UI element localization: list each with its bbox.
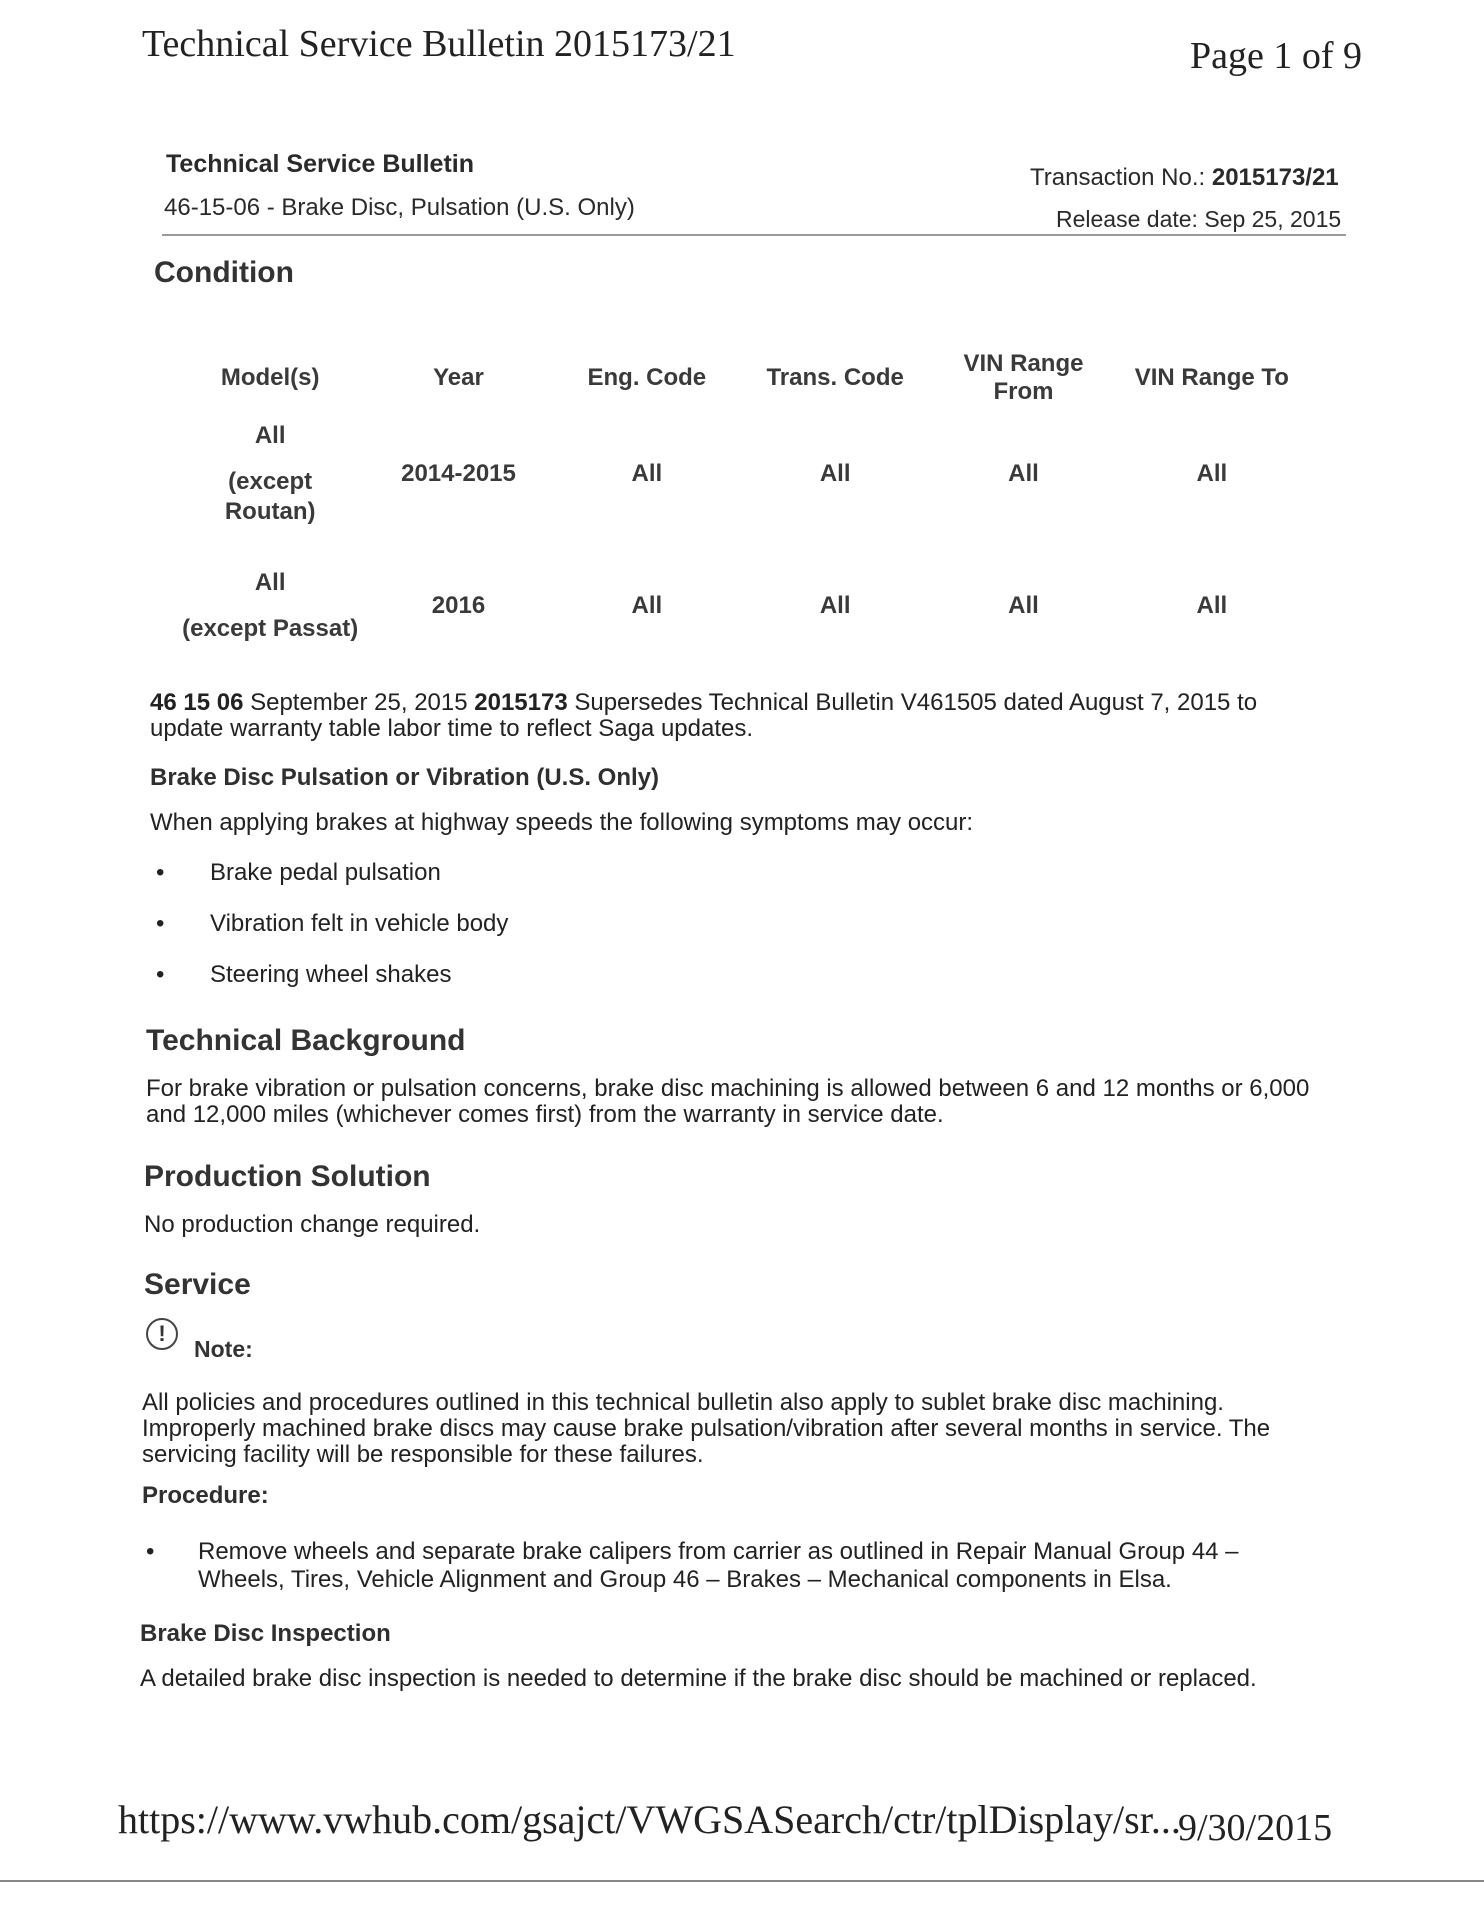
transaction-label: Transaction No.: bbox=[1030, 164, 1212, 191]
col-models: Model(s) bbox=[220, 364, 320, 391]
supersede-paragraph bbox=[150, 690, 1330, 742]
bullet: • bbox=[156, 961, 165, 988]
spacer bbox=[182, 598, 358, 614]
bulletin-number: 2015173 bbox=[474, 689, 568, 716]
col-eng-code: Eng. Code bbox=[587, 364, 707, 391]
list-item bbox=[156, 858, 1256, 909]
bulletin-code: 46 15 06 bbox=[150, 689, 244, 716]
symptoms-heading: Brake Disc Pulsation or Vibration (U.S. Only) bbox=[150, 764, 660, 791]
transaction-value: 2015173/21 bbox=[1211, 164, 1339, 191]
cell-models bbox=[176, 540, 364, 672]
note-label: Note: bbox=[194, 1336, 253, 1362]
bulletin-heading: Technical Service Bulletin bbox=[166, 150, 474, 178]
condition-table bbox=[176, 348, 1306, 672]
col-trans-code: Trans. Code bbox=[766, 364, 904, 391]
condition-table-header bbox=[176, 348, 1306, 408]
col-vin-range-from: VIN Range From bbox=[963, 350, 1084, 405]
cell-vin-from: All bbox=[1008, 460, 1039, 487]
bulletin-subtitle: 46-15-06 - Brake Disc, Pulsation (U.S. Only) bbox=[164, 194, 635, 221]
production-solution-text: No production change required. bbox=[144, 1211, 481, 1238]
transaction-number bbox=[1030, 164, 1339, 192]
table-row bbox=[176, 540, 1306, 672]
inspection-text: A detailed brake disc inspection is needed to determine if the brake disc should be machined or replaced. bbox=[140, 1665, 1257, 1692]
cell-eng-code: All bbox=[631, 460, 663, 487]
brake-disc-inspection-heading: Brake Disc Inspection bbox=[140, 1620, 391, 1647]
cell-eng-code: All bbox=[631, 592, 663, 619]
symptoms-intro: When applying brakes at highway speeds the following symptoms may occur: bbox=[150, 809, 974, 836]
col-year: Year bbox=[433, 364, 484, 391]
cell-vin-from: All bbox=[1008, 592, 1039, 619]
symptom-text: Steering wheel shakes bbox=[210, 961, 452, 988]
bullet: • bbox=[146, 1538, 155, 1565]
cell-year: 2016 bbox=[431, 592, 486, 619]
print-footer-url: https://www.vwhub.com/gsajct/VWGSASearch/ctr/tplDisplay/sr... bbox=[118, 1797, 1181, 1842]
procedure-step-text: Remove wheels and separate brake calipers from carrier as outlined in Repair Manual Group 44 – Wheels, Tires, Vehicle Alignment and Group 46 – Brakes – Mechanical components in Elsa. bbox=[198, 1538, 1239, 1593]
model-all: All bbox=[254, 569, 286, 596]
symptom-text: Brake pedal pulsation bbox=[210, 859, 441, 886]
table-row bbox=[176, 408, 1306, 540]
cell-vin-to: All bbox=[1196, 592, 1228, 619]
symptoms-list bbox=[156, 858, 1256, 1011]
note-text: All policies and procedures outlined in this technical bulletin also apply to sublet brake disc machining. Improperly machined brake discs may cause brake pulsation/vibration after several months in service. The servicing facility will be responsible for these failures. bbox=[142, 1389, 1271, 1468]
footer-divider bbox=[0, 1880, 1484, 1882]
cell-year: 2014-2015 bbox=[401, 460, 516, 487]
info-icon: ! bbox=[146, 1318, 178, 1350]
supersede-date: September 25, 2015 bbox=[243, 689, 475, 716]
release-date: Release date: Sep 25, 2015 bbox=[1056, 206, 1342, 232]
list-item bbox=[156, 909, 1256, 960]
technical-background-heading: Technical Background bbox=[146, 1024, 466, 1057]
service-heading: Service bbox=[144, 1268, 251, 1301]
cell-trans-code: All bbox=[819, 460, 851, 487]
cell-models bbox=[176, 408, 364, 540]
header-divider bbox=[162, 234, 1346, 236]
production-solution-heading: Production Solution bbox=[144, 1160, 431, 1193]
list-item bbox=[156, 960, 1256, 1011]
spacer bbox=[182, 451, 358, 467]
print-footer-date: 9/30/2015 bbox=[1178, 1807, 1333, 1849]
technical-background-text: For brake vibration or pulsation concerns, brake disc machining is allowed between 6 and 12 months or 6,000 and 12,000 miles (whichever comes first) from the warranty in service date. bbox=[146, 1075, 1310, 1128]
col-vin-range-to: VIN Range To bbox=[1134, 364, 1289, 391]
cell-vin-to: All bbox=[1196, 460, 1228, 487]
condition-heading: Condition bbox=[154, 256, 294, 289]
print-header-title: Technical Service Bulletin 2015173/21 bbox=[142, 23, 736, 65]
cell-trans-code: All bbox=[819, 592, 851, 619]
supersede-text: Supersedes Technical Bulletin V461505 dated August 7, 2015 to update warranty table labor time to reflect Saga updates. bbox=[150, 689, 1258, 742]
procedure-heading: Procedure: bbox=[142, 1482, 269, 1509]
symptom-text: Vibration felt in vehicle body bbox=[210, 910, 509, 937]
model-exception: (except Passat) bbox=[182, 615, 359, 642]
model-exception: (except Routan) bbox=[224, 468, 316, 525]
bullet: • bbox=[156, 859, 165, 886]
model-all: All bbox=[254, 422, 286, 449]
bullet: • bbox=[156, 910, 165, 937]
print-header-page-number: Page 1 of 9 bbox=[1190, 35, 1363, 77]
